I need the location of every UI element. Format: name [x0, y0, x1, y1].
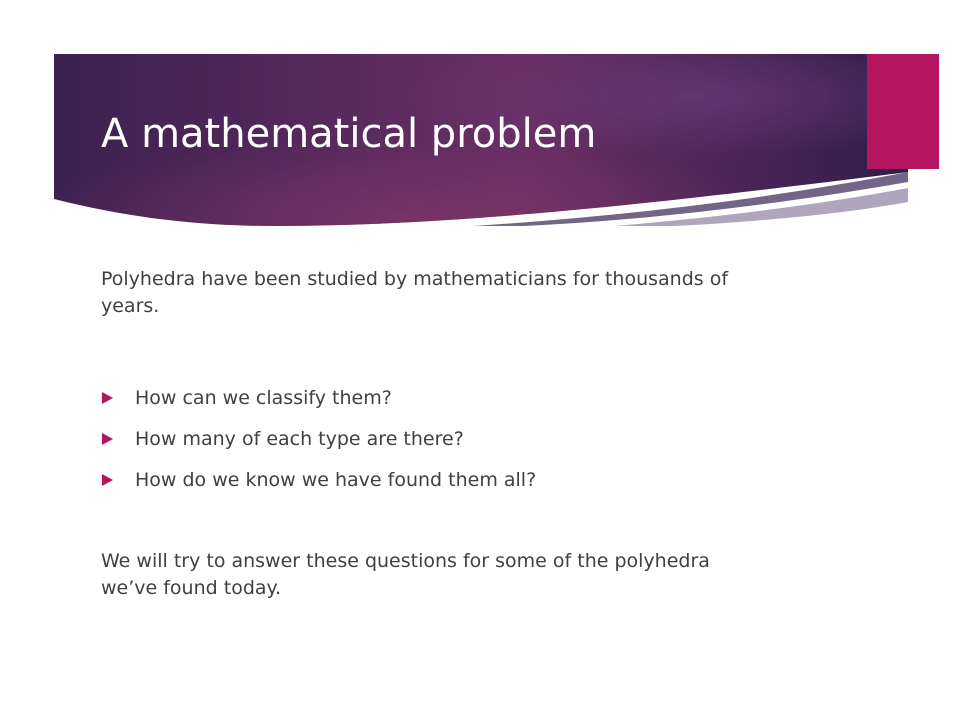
bullet-item	[101, 384, 741, 412]
intro-paragraph: Polyhedra have been studied by mathematicians for thousands of years.	[101, 268, 729, 317]
bullet-list	[101, 384, 741, 507]
slide-title: A mathematical problem	[101, 111, 597, 157]
triangle-bullet-icon	[102, 474, 113, 486]
bullet-text: How many of each type are there?	[135, 428, 464, 450]
bullet-text: How do we know we have found them all?	[135, 469, 537, 491]
outro-paragraph: We will try to answer these questions for some of the polyhedra we’ve found today.	[101, 550, 710, 599]
triangle-bullet-icon	[102, 392, 113, 404]
bullet-item	[101, 425, 741, 453]
bullet-item	[101, 466, 741, 494]
triangle-bullet-icon	[102, 433, 113, 445]
accent-tab	[867, 54, 939, 169]
bullet-text: How can we classify them?	[135, 387, 392, 409]
